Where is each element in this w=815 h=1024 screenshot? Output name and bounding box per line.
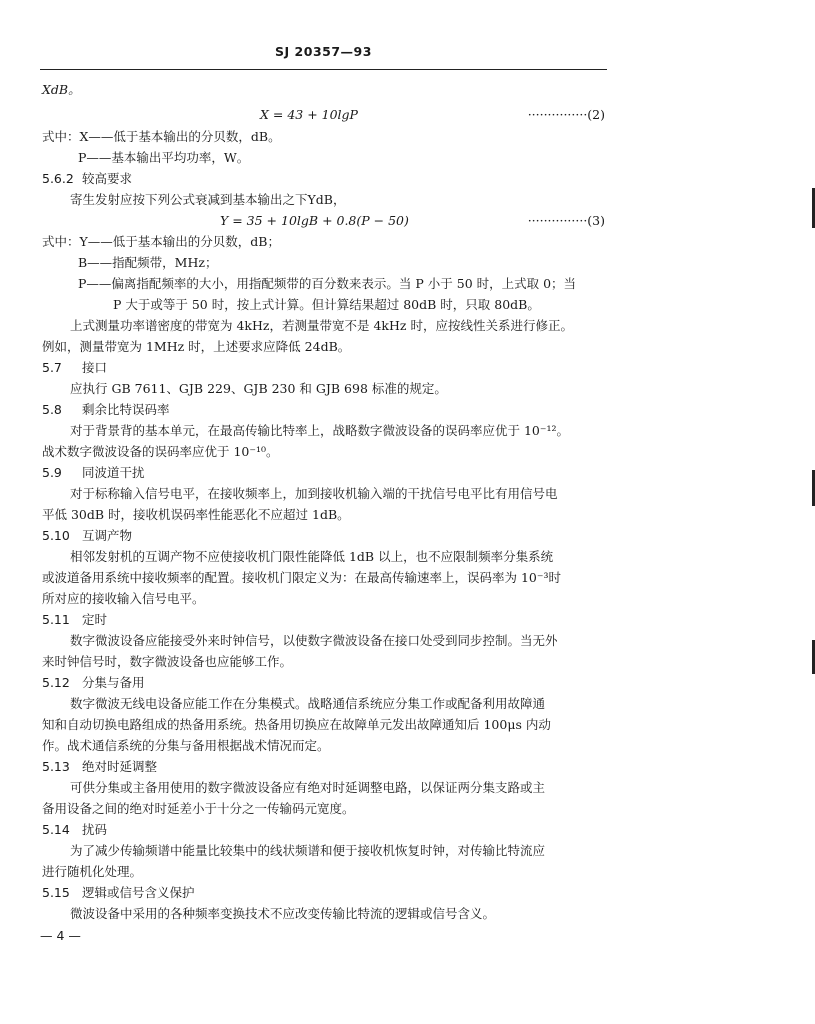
section-heading (42, 465, 145, 481)
section-title: 较高要求 (82, 171, 133, 186)
section-title: 扰码 (82, 822, 108, 837)
text-line: P——偏离指配频率的大小，用指配频带的百分数来表示。当 P 小于 50 时，上式取 0；当 (78, 276, 577, 291)
section-number: 5.9 (42, 465, 62, 480)
section-number: 5.12 (42, 675, 70, 690)
text-line: 对于标称输入信号电平，在接收频率上，加到接收机输入端的干扰信号电平比有用信号电 (70, 486, 558, 501)
text-line: 数字微波设备应能接受外来时钟信号，以使数字微波设备在接口处受到同步控制。当无外 (70, 633, 558, 648)
text-line: 来时钟信号时，数字微波设备也应能够工作。 (42, 654, 293, 669)
text-line: XdB。 (42, 82, 81, 97)
section-number: 5.13 (42, 759, 70, 774)
text-line: 为了减少传输频谱中能量比较集中的线状频谱和便于接收机恢复时钟，对传输比特流应 (70, 843, 546, 858)
formula-number: ···············(2) (527, 107, 605, 122)
text-line: 知和自动切换电路组成的热备用系统。热备用切换应在故障单元发出故障通知后 100μs 内动 (42, 717, 551, 732)
section-heading (42, 360, 107, 376)
text-line: 进行随机化处理。 (42, 864, 143, 879)
section-title: 绝对时延调整 (82, 759, 158, 774)
section-heading (42, 612, 107, 628)
section-number: 5.11 (42, 612, 70, 627)
section-heading (42, 885, 195, 901)
section-title: 剩余比特误码率 (82, 402, 170, 417)
text-line: 作。战术通信系统的分集与备用根据战术情况而定。 (42, 738, 330, 753)
text-line: 例如，测量带宽为 1MHz 时，上述要求应降低 24dB。 (42, 339, 351, 354)
section-title: 分集与备用 (82, 675, 145, 690)
text-line: 数字微波无线电设备应能工作在分集模式。战略通信系统应分集工作或配备利用故障通 (70, 696, 546, 711)
section-title: 接口 (82, 360, 108, 375)
text-line: 所对应的接收输入信号电平。 (42, 591, 205, 606)
section-heading (42, 759, 157, 775)
text-line: 可供分集或主备用使用的数字微波设备应有绝对时延调整电路，以保证两分集支路或主 (70, 780, 546, 795)
section-title: 逻辑或信号含义保护 (82, 885, 195, 900)
formula-3 (220, 213, 605, 229)
text-line: 或波道备用系统中接收频率的配置。接收机门限定义为：在最高传输速率上，误码率为 10⁻³时 (42, 570, 561, 585)
text-line: 平低 30dB 时，接收机误码率性能恶化不应超过 1dB。 (42, 507, 350, 522)
section-heading (42, 402, 170, 418)
section-number: 5.14 (42, 822, 70, 837)
text-line: 式中：X——低于基本输出的分贝数，dB。 (42, 129, 281, 144)
text-line: 战术数字微波设备的误码率应优于 10⁻¹⁰。 (42, 444, 279, 459)
section-heading (42, 528, 132, 544)
text-line: 微波设备中采用的各种频率变换技术不应改变传输比特流的逻辑或信号含义。 (70, 906, 496, 921)
formula-2 (260, 107, 605, 123)
section-title: 同波道干扰 (82, 465, 145, 480)
text-line: P 大于或等于 50 时，按上式计算。但计算结果超过 80dB 时，只取 80dB。 (113, 297, 540, 312)
header-rule (40, 69, 607, 70)
section-number: 5.6.2 (42, 171, 74, 186)
section-title: 互调产物 (82, 528, 133, 543)
section-heading (42, 675, 145, 691)
formula-number: ···············(3) (527, 213, 605, 228)
standard-code-header: SJ 20357—93 (275, 44, 372, 59)
text-line: P——基本输出平均功率，W。 (78, 150, 250, 165)
section-heading (42, 171, 132, 187)
text-line: 对于背景背的基本单元，在最高传输比特率上，战略数字微波设备的误码率应优于 10⁻¹²。 (70, 423, 570, 438)
section-number: 5.7 (42, 360, 62, 375)
text-line: 式中：Y——低于基本输出的分贝数，dB； (42, 234, 280, 249)
section-number: 5.10 (42, 528, 70, 543)
formula-expression: X = 43 + 10lgP (260, 107, 358, 122)
section-number: 5.15 (42, 885, 70, 900)
text-line: 寄生发射应按下列公式衰减到基本输出之下YdB， (70, 192, 346, 207)
section-title: 定时 (82, 612, 108, 627)
text-line: 备用设备之间的绝对时延差小于十分之一传输码元宽度。 (42, 801, 355, 816)
text-line: 应执行 GB 7611、GJB 229、GJB 230 和 GJB 698 标准的规定。 (70, 381, 447, 396)
page-number: — 4 — (40, 928, 81, 943)
text-line: B——指配频带，MHz； (78, 255, 218, 270)
text-line: 上式测量功率谱密度的带宽为 4kHz，若测量带宽不是 4kHz 时，应按线性关系进行修正。 (70, 318, 573, 333)
section-number: 5.8 (42, 402, 62, 417)
text-line: 相邻发射机的互调产物不应使接收机门限性能降低 1dB 以上，也不应限制频率分集系统 (70, 549, 554, 564)
formula-expression: Y = 35 + 10lgB + 0.8(P − 50) (220, 213, 409, 228)
section-heading (42, 822, 107, 838)
